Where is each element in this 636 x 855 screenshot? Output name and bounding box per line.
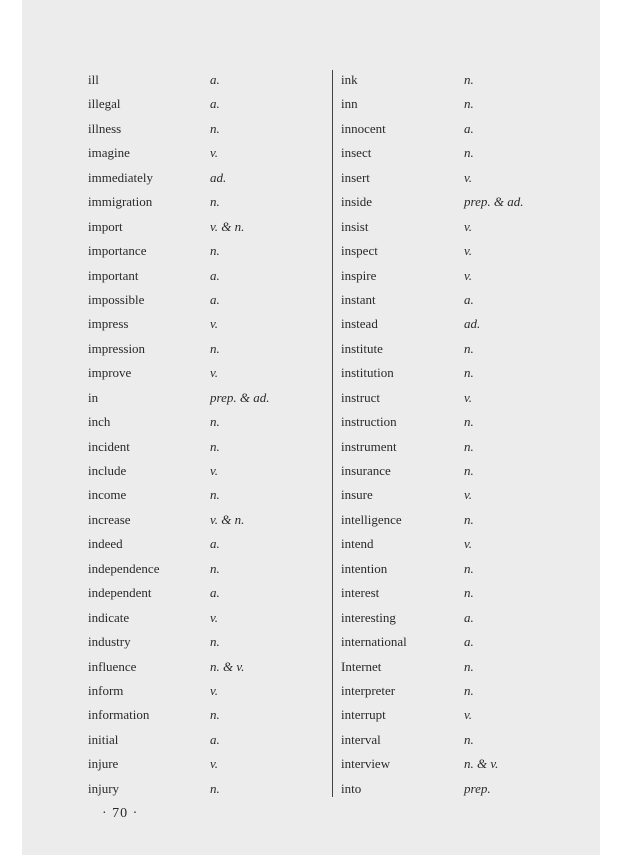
vocabulary-entry [341, 215, 601, 239]
part-of-speech: ad. [464, 316, 481, 332]
entry-word: ink [341, 72, 358, 87]
part-of-speech: v. [210, 463, 219, 478]
entry-word: Internet [341, 658, 382, 674]
vocabulary-entry [341, 606, 601, 630]
part-of-speech: n. [210, 560, 220, 576]
entry-word: interval [341, 731, 381, 747]
entry-word: injure [88, 756, 119, 772]
part-of-speech: n. [464, 96, 474, 112]
vocabulary-entry [88, 777, 328, 801]
vocabulary-entry [88, 166, 328, 190]
vocabulary-entry [88, 655, 328, 679]
part-of-speech: v. [210, 316, 219, 332]
vocabulary-entry [341, 337, 601, 361]
vocabulary-entry [341, 483, 601, 507]
vocabulary-entry [341, 141, 601, 165]
part-of-speech: v. [464, 536, 473, 552]
vocabulary-entry [88, 606, 328, 630]
vocabulary-entry [341, 703, 601, 727]
part-of-speech: a. [210, 536, 220, 552]
part-of-speech: n. & v. [210, 658, 245, 674]
part-of-speech: n. [210, 340, 220, 356]
part-of-speech: prep. [464, 780, 491, 796]
entry-word: institute [341, 340, 383, 356]
entry-word: important [88, 267, 139, 283]
vocabulary-entry [88, 557, 328, 581]
vocabulary-entry [341, 166, 601, 190]
vocabulary-entry [88, 92, 328, 116]
vocabulary-entry [88, 532, 328, 556]
vocabulary-entry [341, 410, 601, 434]
vocabulary-entry [341, 190, 601, 214]
entry-word: indicate [88, 609, 130, 625]
entry-word: imagine [88, 145, 130, 161]
entry-word: instrument [341, 438, 397, 454]
part-of-speech: a. [210, 72, 220, 87]
entry-word: intend [341, 536, 374, 552]
entry-word: instruct [341, 389, 380, 405]
part-of-speech: a. [464, 120, 474, 136]
entry-word: immediately [88, 169, 153, 185]
vocabulary-entry [341, 630, 601, 654]
part-of-speech: v. & n. [210, 511, 245, 527]
entry-word: increase [88, 511, 131, 527]
part-of-speech: v. [464, 267, 473, 283]
part-of-speech: n. [464, 414, 474, 430]
part-of-speech: v. [464, 169, 473, 185]
vocabulary-entry [341, 508, 601, 532]
part-of-speech: n. [210, 120, 220, 136]
entry-word: ill [88, 72, 99, 87]
entry-word: inspire [341, 267, 377, 283]
part-of-speech: n. [464, 340, 474, 356]
entry-word: immigration [88, 194, 153, 210]
entry-word: innocent [341, 120, 386, 136]
part-of-speech: n. [210, 194, 220, 210]
part-of-speech: a. [464, 291, 474, 307]
part-of-speech: n. [210, 634, 220, 650]
vocabulary-entry [341, 679, 601, 703]
entry-word: insert [341, 169, 370, 185]
part-of-speech: prep. & ad. [464, 194, 524, 210]
page-number: · 70 · [102, 806, 139, 821]
vocabulary-entry [341, 777, 601, 801]
vocabulary-entry [341, 459, 601, 483]
part-of-speech: prep. & ad. [210, 389, 270, 405]
vocabulary-entry [341, 361, 601, 385]
entry-word: information [88, 707, 150, 723]
part-of-speech: a. [464, 634, 474, 650]
vocabulary-entry [88, 264, 328, 288]
vocabulary-entry [88, 117, 328, 141]
vocabulary-entry [88, 386, 328, 410]
part-of-speech: v. [464, 218, 473, 234]
vocabulary-entry [88, 239, 328, 263]
part-of-speech: n. & v. [464, 756, 499, 772]
vocabulary-entry [341, 264, 601, 288]
part-of-speech: n. [464, 365, 474, 381]
vocabulary-entry [88, 435, 328, 459]
entry-word: inspect [341, 243, 378, 259]
vocabulary-entry [341, 752, 601, 776]
entry-word: impression [88, 340, 146, 356]
part-of-speech: n. [210, 243, 220, 259]
entry-word: initial [88, 731, 119, 747]
vocabulary-entry [88, 410, 328, 434]
entry-word: importance [88, 243, 147, 259]
entry-word: in [88, 389, 99, 405]
part-of-speech: v. & n. [210, 218, 245, 234]
entry-word: interpreter [341, 682, 396, 698]
entry-word: interview [341, 756, 391, 772]
vocabulary-entry [88, 679, 328, 703]
part-of-speech: n. [464, 72, 474, 87]
part-of-speech: n. [210, 707, 220, 723]
part-of-speech: a. [210, 585, 220, 601]
vocabulary-entry [341, 239, 601, 263]
entry-word: industry [88, 634, 131, 650]
vocabulary-entry [88, 459, 328, 483]
entry-word: insist [341, 218, 369, 234]
vocabulary-entry [341, 312, 601, 336]
part-of-speech: n. [464, 585, 474, 601]
vocabulary-entry [341, 557, 601, 581]
vocabulary-entry [88, 728, 328, 752]
vocabulary-entry [88, 483, 328, 507]
entry-word: influence [88, 658, 137, 674]
left-word-column [88, 68, 328, 801]
entry-word: income [88, 487, 127, 503]
part-of-speech: v. [210, 145, 219, 161]
entry-word: intention [341, 560, 388, 576]
entry-word: impress [88, 316, 129, 332]
part-of-speech: n. [210, 780, 220, 796]
part-of-speech: v. [210, 682, 219, 698]
entry-word: independence [88, 560, 160, 576]
entry-word: interrupt [341, 707, 386, 723]
vocabulary-entry [341, 386, 601, 410]
entry-word: illegal [88, 96, 121, 112]
entry-word: instant [341, 291, 376, 307]
vocabulary-entry [341, 68, 601, 92]
entry-word: insure [341, 487, 373, 503]
vocabulary-entry [341, 581, 601, 605]
part-of-speech: n. [210, 438, 220, 454]
entry-word: import [88, 218, 123, 234]
vocabulary-entry [88, 68, 328, 92]
vocabulary-entry [88, 581, 328, 605]
entry-word: include [88, 463, 127, 478]
entry-word: improve [88, 365, 132, 381]
vocabulary-entry [341, 532, 601, 556]
entry-word: intelligence [341, 511, 402, 527]
part-of-speech: a. [210, 267, 220, 283]
part-of-speech: n. [210, 414, 220, 430]
vocabulary-entry [88, 630, 328, 654]
vocabulary-entry [88, 141, 328, 165]
entry-word: insect [341, 145, 372, 161]
entry-word: interesting [341, 609, 396, 625]
part-of-speech: v. [210, 365, 219, 381]
column-divider [332, 70, 333, 797]
part-of-speech: n. [464, 731, 474, 747]
entry-word: impossible [88, 291, 145, 307]
part-of-speech: v. [464, 243, 473, 259]
entry-word: inside [341, 194, 373, 210]
part-of-speech: n. [464, 682, 474, 698]
part-of-speech: v. [210, 756, 219, 772]
entry-word: independent [88, 585, 152, 601]
vocabulary-entry [88, 508, 328, 532]
entry-word: instead [341, 316, 378, 332]
vocabulary-entry [88, 337, 328, 361]
vocabulary-entry [341, 435, 601, 459]
part-of-speech: ad. [210, 169, 227, 185]
part-of-speech: v. [464, 707, 473, 723]
part-of-speech: a. [464, 609, 474, 625]
part-of-speech: n. [464, 145, 474, 161]
vocabulary-entry [341, 655, 601, 679]
entry-word: insurance [341, 463, 391, 478]
vocabulary-entry [88, 190, 328, 214]
part-of-speech: a. [210, 731, 220, 747]
entry-word: instruction [341, 414, 397, 430]
part-of-speech: n. [464, 463, 474, 478]
vocabulary-entry [88, 361, 328, 385]
vocabulary-entry [88, 215, 328, 239]
entry-word: institution [341, 365, 394, 381]
part-of-speech: a. [210, 96, 220, 112]
vocabulary-entry [341, 288, 601, 312]
entry-word: interest [341, 585, 380, 601]
part-of-speech: v. [464, 389, 473, 405]
part-of-speech: n. [464, 438, 474, 454]
vocabulary-entry [88, 703, 328, 727]
part-of-speech: v. [210, 609, 219, 625]
entry-word: indeed [88, 536, 123, 552]
entry-word: international [341, 634, 407, 650]
vocabulary-entry [341, 92, 601, 116]
entry-word: injury [88, 780, 120, 796]
part-of-speech: n. [464, 560, 474, 576]
entry-word: incident [88, 438, 130, 454]
vocabulary-entry [88, 752, 328, 776]
vocabulary-entry [341, 117, 601, 141]
part-of-speech: n. [464, 658, 474, 674]
vocabulary-entry [341, 728, 601, 752]
vocabulary-entry [88, 288, 328, 312]
part-of-speech: n. [210, 487, 220, 503]
vocabulary-entry [88, 312, 328, 336]
part-of-speech: v. [464, 487, 473, 503]
entry-word: illness [88, 120, 122, 136]
part-of-speech: a. [210, 291, 220, 307]
entry-word: inn [341, 96, 358, 112]
part-of-speech: n. [464, 511, 474, 527]
entry-word: inch [88, 414, 111, 430]
right-word-column [341, 68, 601, 801]
entry-word: into [341, 780, 362, 796]
document-page [22, 0, 600, 855]
entry-word: inform [88, 682, 124, 698]
